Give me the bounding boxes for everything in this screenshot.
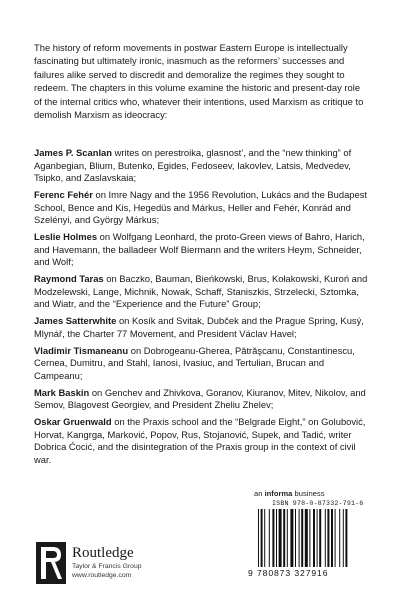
contributor-entry bbox=[34, 147, 372, 185]
contributor-name: Vladimir Tismaneanu bbox=[34, 344, 129, 356]
isbn-barcode bbox=[256, 509, 376, 567]
publisher-group: Taylor & Francis Group bbox=[72, 563, 142, 570]
contributor-name: James P. Scanlan bbox=[34, 147, 113, 158]
barcode-digits: 9 780873 327916 bbox=[248, 568, 329, 578]
contributor-text: writes on perestroika, glasnost’, and the “new thinking” of Aganbegian, Blium, Butenko, Egides, Fedoseev, Iakovlev, Latsis, Medvedev, Tsipko, and Zaslavskaia; bbox=[34, 147, 352, 183]
contributor-name: Raymond Taras bbox=[34, 273, 104, 284]
publisher-url: www.routledge.com bbox=[72, 572, 132, 579]
contributor-text: on Imre Nagy and the 1956 Revolution, Lukács and the Budapest School, Bence and Kis, Hegedüs and Márkus, Heller and Fehér, Konrád and Szelényi, and György Márkus; bbox=[34, 189, 368, 225]
contributor-entry bbox=[34, 387, 372, 412]
contributor-name: Leslie Holmes bbox=[34, 231, 98, 242]
contributor-text: on Kosík and Svitak, Dubček and the Prague Spring, Kusý, Mlynář, the Charter 77 Movement, and President Václav Havel; bbox=[34, 315, 364, 339]
contributor-name: James Satterwhite bbox=[34, 315, 117, 326]
contributor-entry bbox=[34, 189, 372, 227]
contributor-entry bbox=[34, 315, 372, 340]
contributor-entry bbox=[34, 273, 372, 311]
contributor-entry bbox=[34, 231, 372, 269]
contributor-text: on Wolfgang Leonhard, the proto-Green views of Bahro, Harich, and Havemann, the balladeer Wolf Biermann and the writers Heym, Schneider, and Wolf; bbox=[34, 231, 365, 267]
contributor-text: on Baczko, Bauman, Bieńkowski, Brus, Kołakowski, Kuroń and Modzelewski, Lange, Michnik, Nowak, Schaff, Staniszkis, Strzelecki, Sztomka, and Wiatr, and the “Experience and the Future” Group; bbox=[34, 273, 368, 309]
publisher-name: Routledge bbox=[72, 545, 134, 561]
informa-wordmark: informa bbox=[264, 489, 293, 498]
contributor-entry bbox=[34, 345, 372, 383]
contributor-name: Oskar Gruenwald bbox=[34, 416, 112, 427]
contributor-text: on Dobrogeanu-Gherea, Pătrăşcanu, Constantinescu, Cernea, Dumitru, and Stahl, Ianosi, Ivasiuc, and Tertulian, Brucan and Campeanu; bbox=[34, 344, 355, 381]
contributor-list bbox=[34, 147, 372, 471]
contributor-entry bbox=[34, 416, 372, 466]
informa-business-tag bbox=[254, 489, 325, 498]
contributor-text: on the Praxis school and the “Belgrade Eight,” on Golubović, Horvat, Kangrga, Marković, Popov, Rus, Stojanović, Supek, and Tadić, writer Dobrica Ćocić, and the disintegration of the Praxis group in the context of civil war. bbox=[34, 416, 366, 465]
contributor-name: Ferenc Fehér bbox=[34, 189, 93, 200]
intro-paragraph: The history of reform movements in postwar Eastern Europe is intellectually fascinating but ultimately ironic, inasmuch as the reformers’ successes and failures alike served to discredit and demoralize the regimes they sought to redeem. The chapters in this volume examine the historic and present-day role of the internal critics who, whatever their intentions, used Marxism as critique to demolish Marxism as ideocracy: bbox=[34, 42, 364, 121]
routledge-r-logo-icon bbox=[36, 542, 66, 584]
contributor-name: Mark Baskin bbox=[34, 386, 90, 398]
isbn-text: ISBN 978-0-87332-791-6 bbox=[272, 500, 364, 507]
informa-suffix: business bbox=[292, 489, 325, 498]
informa-prefix: an bbox=[254, 489, 265, 498]
publisher-block bbox=[72, 546, 142, 579]
contributor-text: on Genchev and Zhivkova, Goranov, Kiuranov, Mitev, Nikolov, and Semov, Blagovest Georgiev, and President Zheliu Zhelev; bbox=[34, 386, 366, 410]
